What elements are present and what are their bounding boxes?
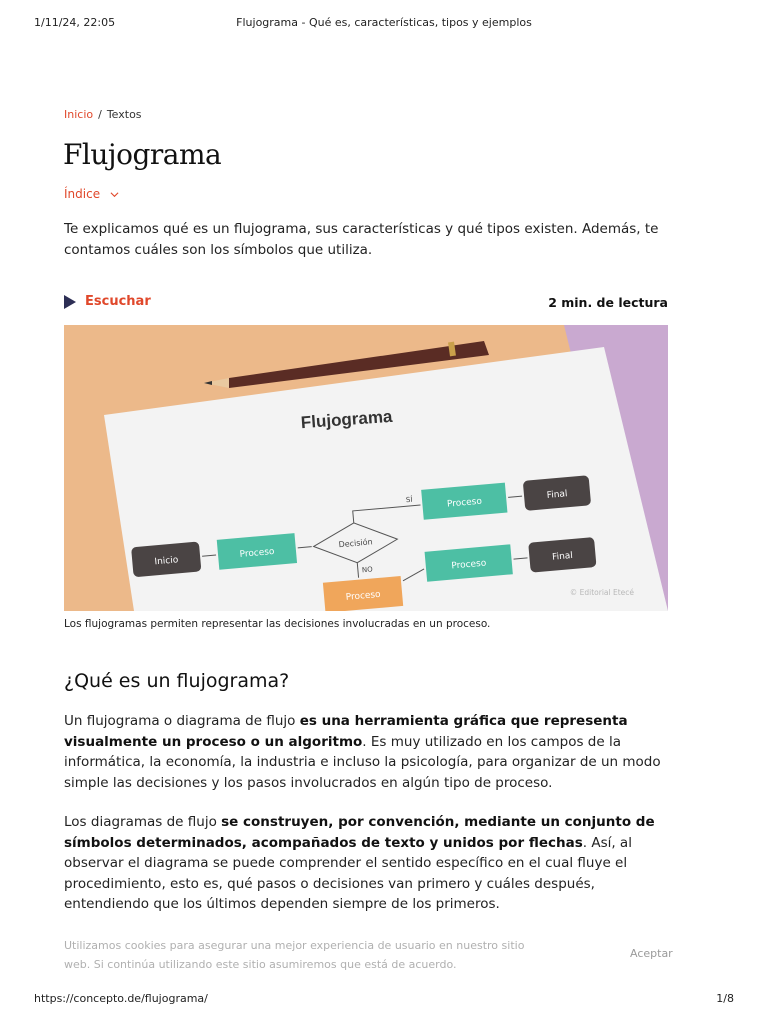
flow-start-label: Inicio: [154, 555, 179, 568]
paragraph-1-a: Un flujograma o diagrama de flujo: [64, 713, 300, 729]
article-intro: Te explicamos qué es un flujograma, sus características y qué tipos existen. Además, te contamos cuáles son los símbolos que utiliza.: [64, 221, 659, 258]
image-caption: Los flujogramas permiten representar las decisiones involucradas en un proceso.: [64, 618, 491, 630]
breadcrumb-separator: /: [98, 108, 102, 121]
flow-final-label-1: Final: [546, 489, 568, 501]
flow-process-label-3: Proceso: [345, 589, 382, 603]
print-page-number: 1/8: [716, 992, 734, 1005]
breadcrumb: [64, 108, 142, 121]
flow-final-label-2: Final: [551, 550, 574, 563]
paragraph-1-bold: es una herramienta gráfica que representa visualmente un proceso o un algoritmo: [64, 713, 628, 750]
image-credit: © Editorial Etecé: [569, 588, 634, 597]
print-doc-title: Flujograma - Qué es, características, tipos y ejemplos: [236, 16, 532, 29]
listen-label: Escuchar: [85, 294, 151, 309]
breadcrumb-current[interactable]: Textos: [106, 108, 142, 121]
print-url: https://concepto.de/flujograma/: [34, 992, 208, 1005]
diagram-title: Flujograma: [300, 406, 393, 433]
paragraph-2-bold: se construyen, por convención, mediante un conjunto de símbolos determinados, acompañados de texto y unidos por flechas: [64, 814, 655, 851]
flowchart-photo: [64, 325, 668, 611]
chevron-down-icon: [110, 190, 119, 199]
listen-button[interactable]: [64, 294, 151, 309]
flow-process-label-2: Proceso: [446, 496, 483, 510]
flow-process-label-1: Proceso: [239, 546, 275, 560]
read-time: 2 min. de lectura: [548, 295, 668, 310]
flow-process-label-4: Proceso: [451, 558, 487, 572]
audio-row: [64, 294, 668, 312]
paragraph-2-c: . Así, al observar el diagrama se puede comprender el sentido específico en el cual fluye el procedimiento, esto es, qué pasos o decisiones van primero y cuáles después, entendiendo que los últimos dependen siempre de los primeros.: [64, 834, 632, 912]
play-icon: [64, 295, 76, 309]
paragraph-1: [64, 711, 679, 793]
print-datetime: 1/11/24, 22:05: [34, 16, 116, 29]
page-title: Flujograma: [63, 138, 222, 171]
cookie-notice: Utilizamos cookies para asegurar una mejor experiencia de usuario en nuestro sitio web. Si continúa utilizando este sitio asumiremos que está de acuerdo.: [64, 939, 525, 971]
paragraph-1-c: . Es muy utilizado en los campos de la informática, la economía, la industria e incluso la psicología, para organizar de un modo simple las decisiones y los pasos involucrados en algún tipo de proceso.: [64, 733, 661, 791]
cookie-accept-button[interactable]: Aceptar: [630, 947, 673, 960]
paragraph-2: [64, 812, 679, 915]
flow-decision-label: Decisión: [338, 537, 373, 550]
section-heading: ¿Qué es un flujograma?: [64, 670, 290, 692]
index-toggle[interactable]: [64, 187, 119, 201]
paragraph-2-a: Los diagramas de flujo: [64, 814, 222, 830]
hero-image: [64, 325, 668, 611]
index-label: Índice: [64, 187, 101, 201]
flow-yes-label: SÍ: [405, 495, 413, 505]
flow-no-label: NO: [361, 565, 374, 575]
breadcrumb-home-link[interactable]: Inicio: [64, 108, 94, 121]
